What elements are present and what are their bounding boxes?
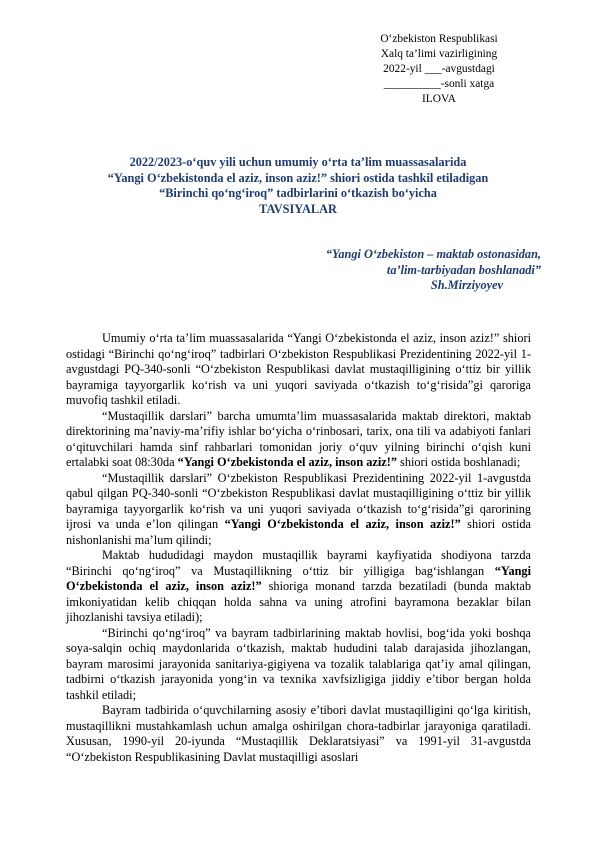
document-title: [60, 155, 536, 217]
approval-line-1: O‘zbekiston Respublikasi: [380, 33, 498, 45]
epigraph-quote: [241, 247, 541, 294]
approval-line-3: 2022-yil ___-avgustdagi: [383, 63, 495, 75]
approval-stamp: [365, 32, 513, 107]
paragraph-5: “Birinchi qo‘ng‘iroq” va bayram tadbirlarining maktab hovlisi, bog‘ida yoki boshqa soya-salqin ochiq maydonlarida o‘tkazish, maktab hududini talab darajasida jihozlangan, bayram marosimi jarayonida sanitariya-gigiyena va tozalik talablariga qat’iy amal qilingan, tadbirni o‘tkazish jarayonida yong‘in va texnika xavfsizligiga jiddiy e’tibor bergan holda tashkil etiladi;: [66, 625, 531, 702]
title-line-4: TAVSIYALAR: [259, 201, 337, 216]
epigraph-line-2: ta’lim-tarbiyadan boshlanadi”: [386, 262, 541, 277]
approval-line-4: __________-sonli xatga: [383, 78, 495, 90]
paragraph-3-slogan: “Yangi O‘zbekistonda el aziz, inson aziz!”: [224, 517, 461, 531]
paragraph-4-text: Maktab hududidagi maydon mustaqillik bayrami kayfiyatida shodiyona tarzda “Birinchi qo‘ng‘iroq” va Mustaqillikning o‘ttiz bir yilligiga bag‘ishlangan: [66, 548, 531, 578]
approval-line-5: ILOVA: [422, 93, 456, 105]
paragraph-4-end: shioriga monand tarzda bezatiladi (bunda maktab imkoniyatidan kelib chiqqan holda sahna va uning atrofini bayramona bezaklar bilan jihozlanishi tavsiya etiladi);: [66, 579, 531, 624]
epigraph-line-1: “Yangi O‘zbekiston – maktab ostonasidan,: [325, 247, 541, 261]
paragraph-2-slogan: “Yangi O‘zbekistonda el aziz, inson aziz!”: [177, 455, 397, 469]
document-body: [66, 331, 531, 765]
epigraph-author: Sh.Mirziyoyev: [430, 278, 503, 292]
paragraph-4-slogan: “Yangi O‘zbekistonda el aziz, inson aziz!”: [66, 563, 531, 593]
title-line-2: “Yangi O‘zbekistonda el aziz, inson aziz!” shiori ostida tashkil etiladigan: [107, 170, 489, 185]
title-line-1: 2022/2023-o‘quv yili uchun umumiy o‘rta ta’lim muassasalarida: [129, 155, 467, 169]
paragraph-1: Umumiy o‘rta ta’lim muassasalarida “Yangi O‘zbekistonda el aziz, inson aziz!” shiori ostidagi “Birinchi qo‘ng‘iroq” tadbirlari O‘zbekiston Respublikasi Prezidentining 2022-yil 1-avgustdagi PQ-340-sonli “O‘zbekiston Respublikasi davlat mustaqilligining o‘ttiz bir yillik bayramiga tayyorgarlik ko‘rish va uni yuqori saviyada o‘tkazish to‘g‘risida”gi qaroriga muvofiq tashkil etiladi.: [66, 331, 531, 407]
paragraph-3: [66, 471, 531, 549]
paragraph-6: Bayram tadbirida o‘quvchilarning asosiy e’tibori davlat mustaqilligini qo‘lga kiritish, mustaqillikni mustahkamlash uchun amalga oshirilgan chora-tadbirlar jarayoniga qaratiladi. Xususan, 1990-yil 20-iyunda “Mustaqillik Deklaratsiyasi” va 1991-yil 31-avgustda “O‘zbekiston Respublikasining Davlat mustaqilligi asoslari: [66, 703, 531, 764]
paragraph-2-end: shiori ostida boshlanadi;: [396, 455, 521, 469]
paragraph-2: [66, 409, 531, 471]
approval-line-2: Xalq ta’limi vazirligining: [380, 48, 498, 60]
paragraph-3-text: “Mustaqillik darslari” O‘zbekiston Respublikasi Prezidentining 2022-yil 1-avgustda qabul qilgan PQ-340-sonli “O‘zbekiston Respublikasi davlat mustaqilligining o‘ttiz bir yillik bayramiga tayyorgarlik ko‘rish va uni yuqori saviyada o‘tkazish to‘g‘risida”gi qarorining ijrosi va unda e’lon qilingan: [66, 470, 531, 531]
paragraph-3-end: shiori ostida nishonlanishi ma’lum qilindi;: [66, 517, 531, 547]
title-line-3: “Birinchi qo‘ng‘iroq” tadbirlarini o‘tkazish bo‘yicha: [159, 186, 437, 200]
paragraph-2-text: “Mustaqillik darslari” barcha umumta’lim muassasalarida maktab direktori, maktab direktorining ma’naviy-ma’rifiy ishlar bo‘yicha o‘rinbosari, tarix, ona tili va adabiyoti fanlari o‘qituvchilari hamda sinf rahbarlari tomonidan joriy o‘quv yilning birinchi o‘qish kuni ertalabki soat 08:30da: [66, 408, 531, 469]
paragraph-4: [66, 548, 531, 626]
